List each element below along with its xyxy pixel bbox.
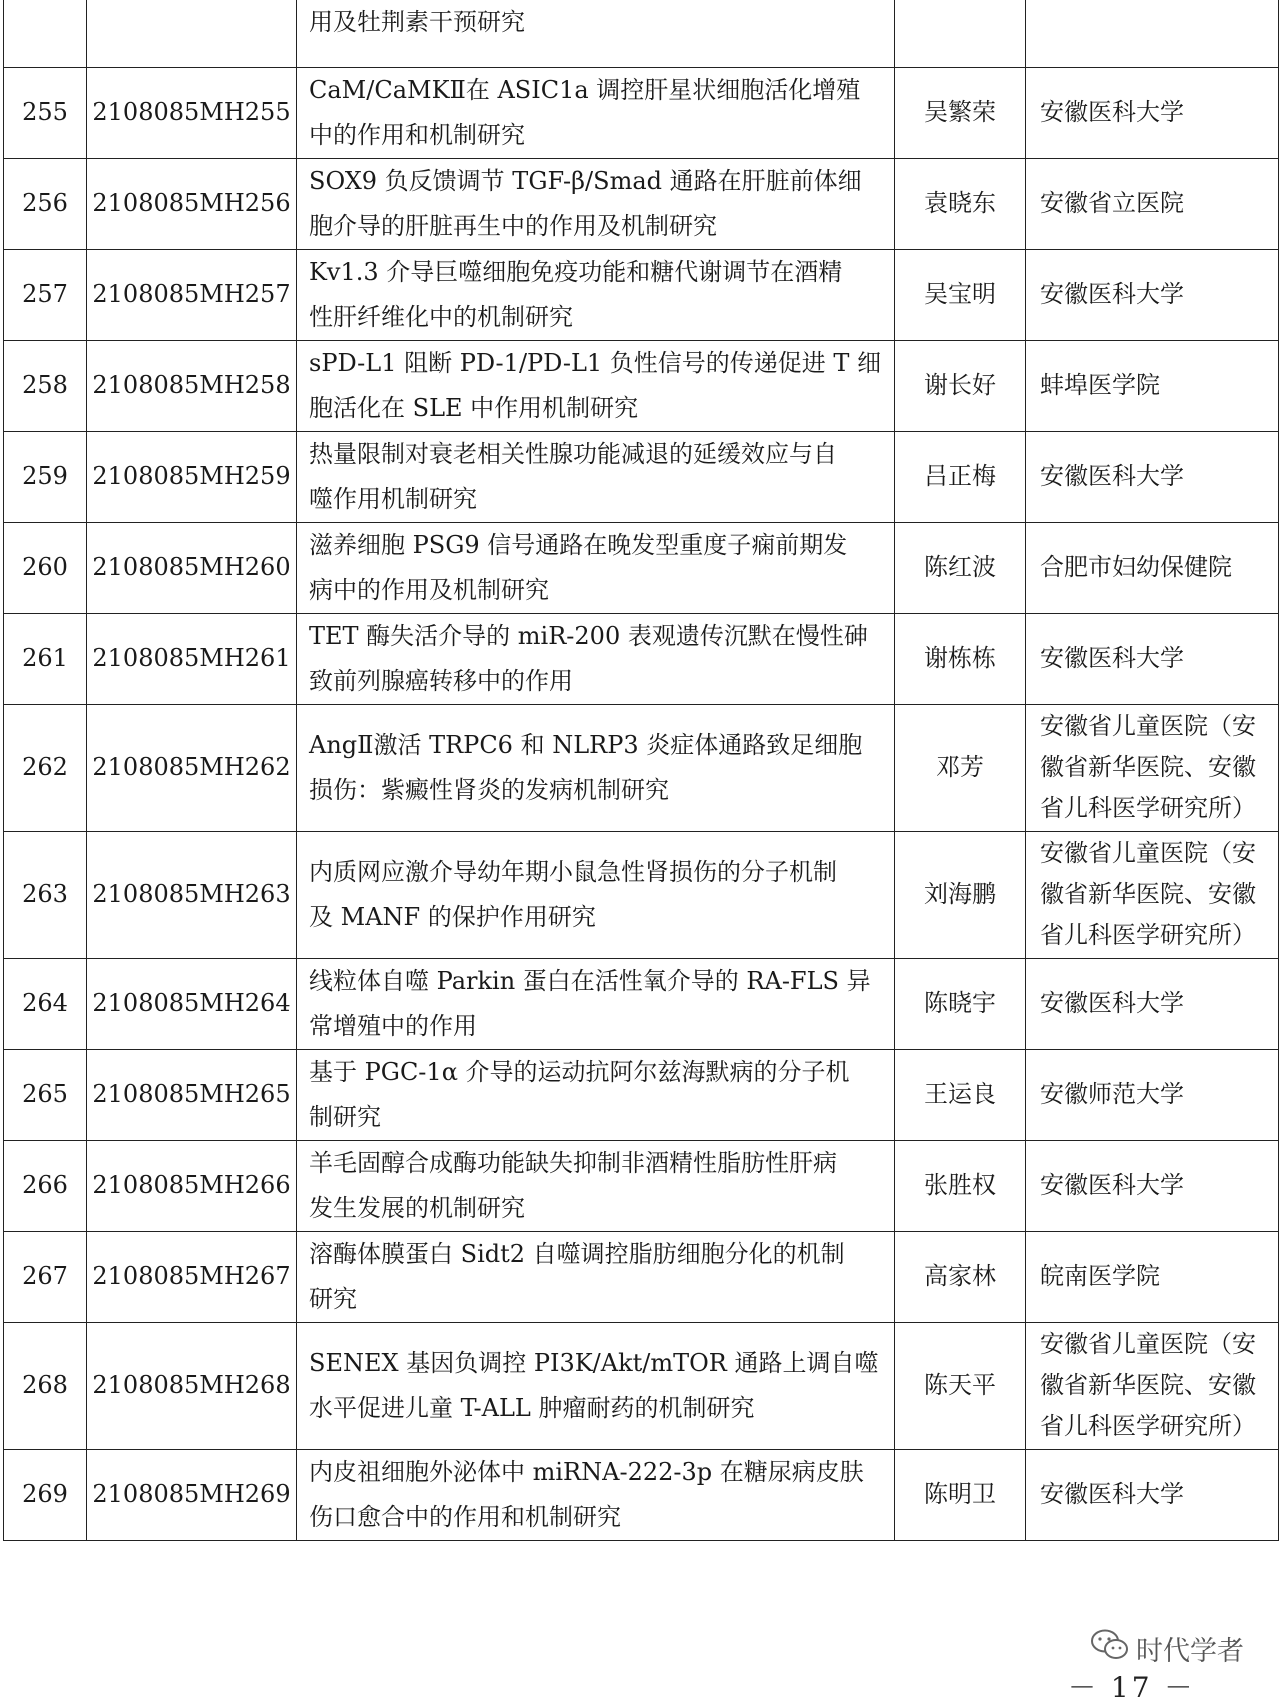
project-code-cell: 2108085MH259 — [87, 431, 297, 522]
project-title-line: 羊毛固醇合成酶功能缺失抑制非酒精性脂肪性肝病 — [309, 1148, 837, 1177]
row-number-cell — [4, 0, 87, 67]
project-code-cell: 2108085MH257 — [87, 249, 297, 340]
project-code-cell: 2108085MH267 — [87, 1231, 297, 1322]
table-row — [4, 1449, 1279, 1540]
institution-cell — [1026, 1322, 1279, 1449]
project-title-line: 滋养细胞 PSG9 信号通路在晚发型重度子痫前期发 — [309, 530, 848, 559]
watermark-text: 时代学者 — [1136, 1636, 1244, 1667]
project-code-cell: 2108085MH265 — [87, 1049, 297, 1140]
table-row — [4, 0, 1279, 67]
investigator-name-cell: 王运良 — [895, 1049, 1026, 1140]
project-title-line: 热量限制对衰老相关性腺功能减退的延缓效应与自 — [309, 439, 837, 468]
institution-line: 安徽医科大学 — [1040, 462, 1184, 490]
project-code-cell: 2108085MH255 — [87, 67, 297, 158]
project-code-cell: 2108085MH256 — [87, 158, 297, 249]
project-code-cell: 2108085MH264 — [87, 958, 297, 1049]
project-title-cell — [297, 431, 895, 522]
project-title-cell — [297, 340, 895, 431]
institution-line: 安徽省儿童医院（安 — [1040, 712, 1256, 740]
row-number-cell: 268 — [4, 1322, 87, 1449]
project-title-cell — [297, 1140, 895, 1231]
project-title-line: 胞介导的肝脏再生中的作用及机制研究 — [309, 211, 717, 240]
investigator-name-cell: 陈晓宇 — [895, 958, 1026, 1049]
institution-line: 安徽医科大学 — [1040, 98, 1184, 126]
institution-line: 安徽医科大学 — [1040, 644, 1184, 672]
investigator-name-cell: 高家林 — [895, 1231, 1026, 1322]
project-title-line: 中的作用和机制研究 — [309, 120, 525, 149]
table-row — [4, 1322, 1279, 1449]
institution-line: 皖南医学院 — [1040, 1262, 1160, 1290]
project-title-cell — [297, 831, 895, 958]
row-number-cell: 258 — [4, 340, 87, 431]
project-title-line: 基于 PGC-1α 介导的运动抗阿尔兹海默病的分子机 — [309, 1057, 850, 1086]
table-row — [4, 431, 1279, 522]
institution-line: 省儿科医学研究所） — [1040, 1412, 1256, 1440]
project-title-line: TET 酶失活介导的 miR-200 表观遗传沉默在慢性砷 — [309, 621, 868, 650]
table-row — [4, 613, 1279, 704]
project-table-body — [4, 0, 1279, 1540]
project-title-line: 噬作用机制研究 — [309, 484, 477, 513]
institution-line: 蚌埠医学院 — [1040, 371, 1160, 399]
row-number-cell: 260 — [4, 522, 87, 613]
project-title-cell — [297, 1049, 895, 1140]
institution-line: 安徽医科大学 — [1040, 280, 1184, 308]
project-code-cell — [87, 0, 297, 67]
table-row — [4, 249, 1279, 340]
investigator-name-cell: 邓芳 — [895, 704, 1026, 831]
project-title-cell — [297, 704, 895, 831]
row-number-cell: 255 — [4, 67, 87, 158]
watermark — [1090, 1628, 1244, 1669]
investigator-name-cell: 袁晓东 — [895, 158, 1026, 249]
institution-cell — [1026, 704, 1279, 831]
row-number-cell: 269 — [4, 1449, 87, 1540]
institution-line: 徽省新华医院、安徽 — [1040, 880, 1256, 908]
project-title-cell — [297, 522, 895, 613]
table-row — [4, 1049, 1279, 1140]
table-row — [4, 67, 1279, 158]
project-title-line: 致前列腺癌转移中的作用 — [309, 666, 573, 695]
investigator-name-cell — [895, 0, 1026, 67]
project-title-line: SENEX 基因负调控 PI3K/Akt/mTOR 通路上调自噬 — [309, 1348, 879, 1377]
project-title-line: 制研究 — [309, 1102, 381, 1131]
row-number-cell: 261 — [4, 613, 87, 704]
project-title-cell — [297, 613, 895, 704]
institution-line: 合肥市妇幼保健院 — [1040, 553, 1232, 581]
project-title-line: 伤口愈合中的作用和机制研究 — [309, 1502, 621, 1531]
investigator-name-cell: 吴宝明 — [895, 249, 1026, 340]
project-code-cell: 2108085MH268 — [87, 1322, 297, 1449]
institution-cell — [1026, 1231, 1279, 1322]
institution-line: 安徽师范大学 — [1040, 1080, 1184, 1108]
row-number-cell: 263 — [4, 831, 87, 958]
project-title-line: 用及牡荆素干预研究 — [309, 8, 525, 36]
project-title-line: 研究 — [309, 1284, 357, 1313]
project-title-line: 溶酶体膜蛋白 Sidt2 自噬调控脂肪细胞分化的机制 — [309, 1239, 845, 1268]
project-code-cell: 2108085MH269 — [87, 1449, 297, 1540]
row-number-cell: 262 — [4, 704, 87, 831]
project-title-cell — [297, 249, 895, 340]
project-title-line: 发生发展的机制研究 — [309, 1193, 525, 1222]
investigator-name-cell: 谢长好 — [895, 340, 1026, 431]
project-code-cell: 2108085MH262 — [87, 704, 297, 831]
institution-line: 安徽医科大学 — [1040, 1480, 1184, 1508]
wechat-icon — [1090, 1628, 1130, 1669]
institution-line: 安徽医科大学 — [1040, 989, 1184, 1017]
project-title-line: 线粒体自噬 Parkin 蛋白在活性氧介导的 RA-FLS 异 — [309, 966, 871, 995]
institution-line: 安徽省儿童医院（安 — [1040, 1330, 1256, 1358]
row-number-cell: 265 — [4, 1049, 87, 1140]
project-title-line: 常增殖中的作用 — [309, 1011, 477, 1040]
row-number-cell: 256 — [4, 158, 87, 249]
project-title-line: 水平促进儿童 T-ALL 肿瘤耐药的机制研究 — [309, 1393, 755, 1422]
row-number-cell: 257 — [4, 249, 87, 340]
project-code-cell: 2108085MH260 — [87, 522, 297, 613]
institution-cell — [1026, 1140, 1279, 1231]
project-code-cell: 2108085MH266 — [87, 1140, 297, 1231]
table-row — [4, 704, 1279, 831]
institution-cell — [1026, 431, 1279, 522]
table-row — [4, 1140, 1279, 1231]
institution-line: 徽省新华医院、安徽 — [1040, 1371, 1256, 1399]
project-title-line: sPD-L1 阻断 PD-1/PD-L1 负性信号的传递促进 T 细 — [309, 348, 882, 377]
institution-cell — [1026, 249, 1279, 340]
project-title-cell — [297, 158, 895, 249]
project-code-cell: 2108085MH263 — [87, 831, 297, 958]
investigator-name-cell: 陈红波 — [895, 522, 1026, 613]
investigator-name-cell: 陈天平 — [895, 1322, 1026, 1449]
table-row — [4, 831, 1279, 958]
page-number: － 17 － — [1068, 1671, 1196, 1704]
project-title-cell — [297, 1322, 895, 1449]
project-title-line: 内质网应激介导幼年期小鼠急性肾损伤的分子机制 — [309, 857, 837, 886]
row-number-cell: 266 — [4, 1140, 87, 1231]
project-title-line: AngⅡ激活 TRPC6 和 NLRP3 炎症体通路致足细胞 — [309, 730, 863, 759]
institution-cell — [1026, 340, 1279, 431]
table-row — [4, 158, 1279, 249]
table-row — [4, 340, 1279, 431]
row-number-cell: 267 — [4, 1231, 87, 1322]
institution-cell — [1026, 1449, 1279, 1540]
project-title-cell — [297, 1449, 895, 1540]
institution-cell — [1026, 1049, 1279, 1140]
institution-line: 省儿科医学研究所） — [1040, 794, 1256, 822]
institution-cell — [1026, 522, 1279, 613]
project-title-cell — [297, 67, 895, 158]
investigator-name-cell: 谢栋栋 — [895, 613, 1026, 704]
table-row — [4, 522, 1279, 613]
table-row — [4, 958, 1279, 1049]
project-title-line: SOX9 负反馈调节 TGF-β/Smad 通路在肝脏前体细 — [309, 166, 862, 195]
row-number-cell: 264 — [4, 958, 87, 1049]
project-title-cell — [297, 0, 895, 67]
project-code-cell: 2108085MH261 — [87, 613, 297, 704]
row-number-cell: 259 — [4, 431, 87, 522]
institution-line: 安徽医科大学 — [1040, 1171, 1184, 1199]
project-title-line: 内皮祖细胞外泌体中 miRNA-222-3p 在糖尿病皮肤 — [309, 1457, 864, 1486]
project-code-cell: 2108085MH258 — [87, 340, 297, 431]
institution-line: 省儿科医学研究所） — [1040, 921, 1256, 949]
project-title-line: 损伤：紫癜性肾炎的发病机制研究 — [309, 775, 669, 804]
investigator-name-cell: 陈明卫 — [895, 1449, 1026, 1540]
project-table — [3, 0, 1279, 1541]
institution-cell — [1026, 613, 1279, 704]
project-title-line: Kv1.3 介导巨噬细胞免疫功能和糖代谢调节在酒精 — [309, 257, 843, 286]
institution-line: 安徽省立医院 — [1040, 189, 1184, 217]
institution-cell — [1026, 958, 1279, 1049]
institution-line: 徽省新华医院、安徽 — [1040, 753, 1256, 781]
investigator-name-cell: 张胜权 — [895, 1140, 1026, 1231]
institution-cell — [1026, 67, 1279, 158]
project-title-line: 病中的作用及机制研究 — [309, 575, 549, 604]
project-title-line: CaM/CaMKⅡ在 ASIC1a 调控肝星状细胞活化增殖 — [309, 75, 861, 104]
project-title-line: 性肝纤维化中的机制研究 — [309, 302, 573, 331]
institution-cell — [1026, 0, 1279, 67]
project-title-line: 胞活化在 SLE 中作用机制研究 — [309, 393, 639, 422]
investigator-name-cell: 刘海鹏 — [895, 831, 1026, 958]
institution-cell — [1026, 831, 1279, 958]
project-title-line: 及 MANF 的保护作用研究 — [309, 902, 596, 931]
project-title-cell — [297, 958, 895, 1049]
investigator-name-cell: 吕正梅 — [895, 431, 1026, 522]
institution-line: 安徽省儿童医院（安 — [1040, 839, 1256, 867]
institution-cell — [1026, 158, 1279, 249]
project-title-cell — [297, 1231, 895, 1322]
table-row — [4, 1231, 1279, 1322]
investigator-name-cell: 吴繁荣 — [895, 67, 1026, 158]
